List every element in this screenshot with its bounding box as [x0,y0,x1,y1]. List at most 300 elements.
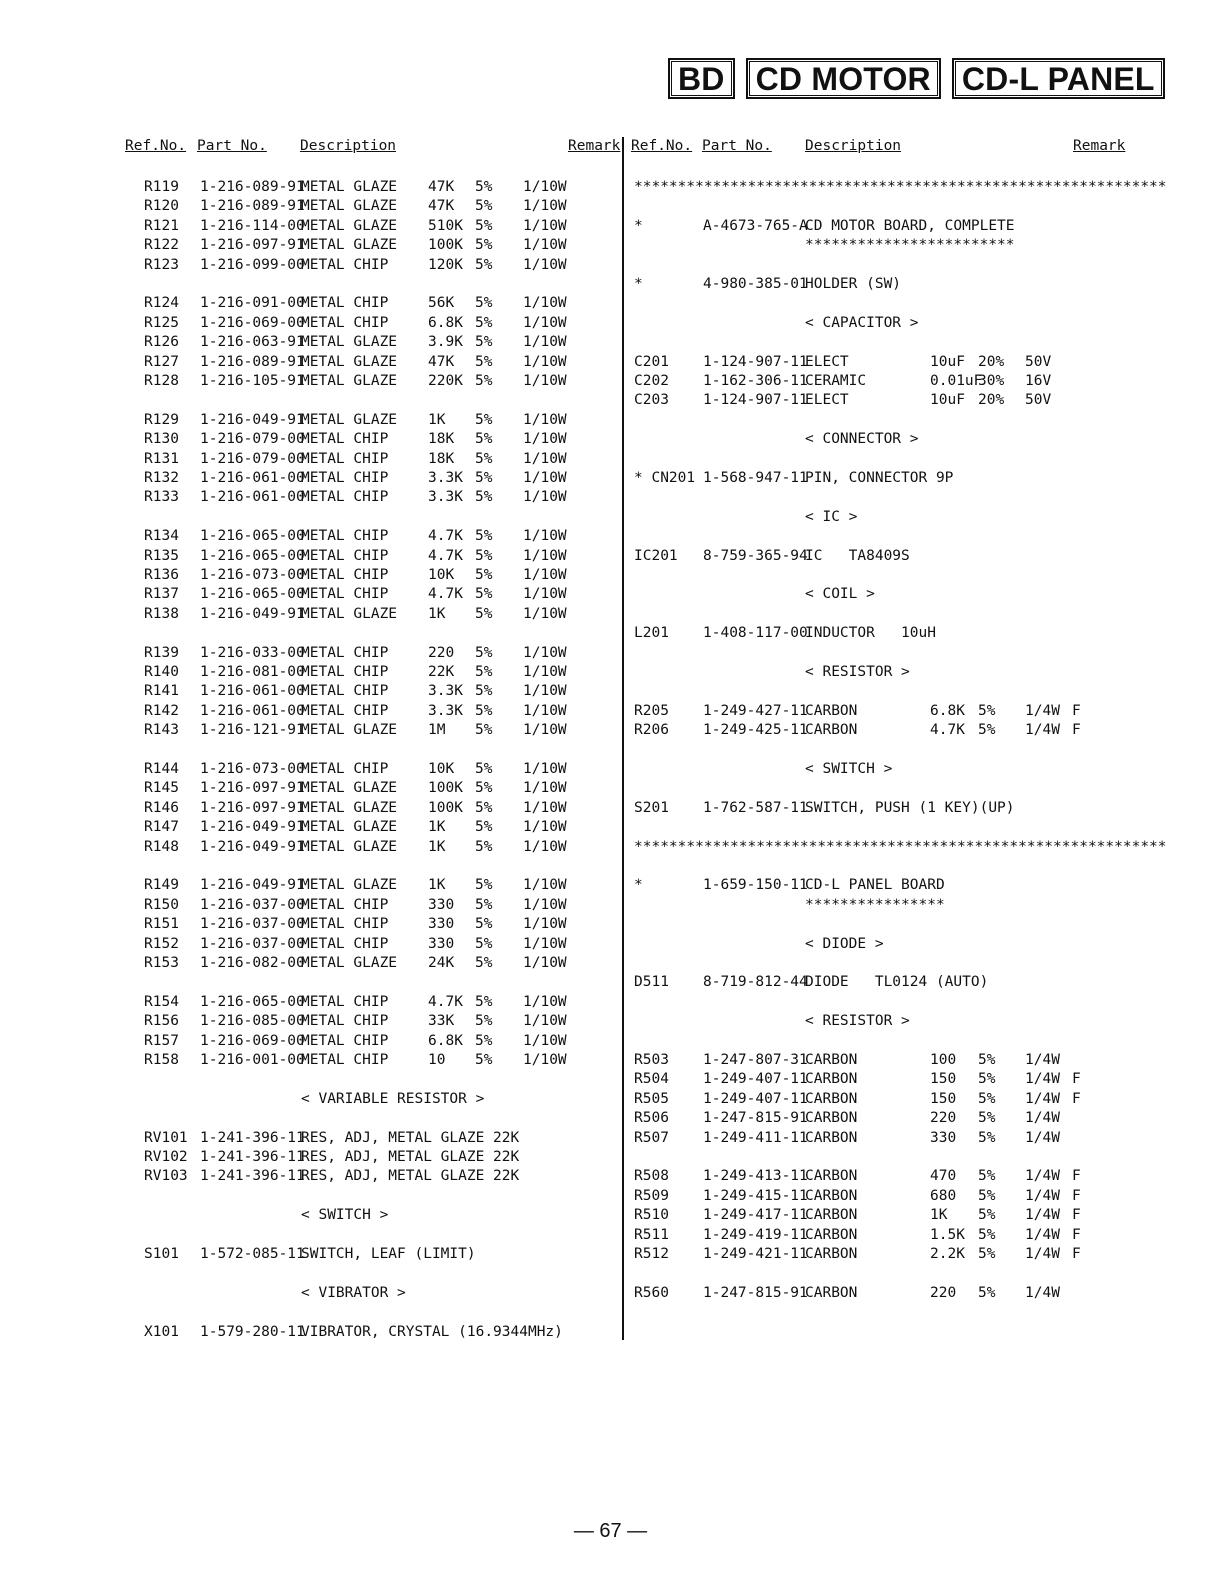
ref-no: RV101 [144,1129,188,1146]
description: METAL GLAZE [301,605,398,622]
ref-no: R143 [144,722,179,739]
part-no: 1-162-306-11 [703,373,808,389]
description: METAL CHIP [301,1013,389,1030]
ref-no: R154 [144,993,179,1010]
column-divider [622,137,624,1340]
ref-no: R157 [144,1032,179,1049]
value: 10 [428,1052,446,1068]
part-no: 1-216-069-00 [200,314,305,331]
description: METAL GLAZE [301,799,398,816]
separator-line: ************************************************************* [634,838,1167,855]
col-header-ref-right: Ref.No. [631,138,693,154]
rating: 1/10W [523,780,567,797]
tolerance: 5% [475,664,493,680]
part-no: 1-216-105-91 [200,373,305,389]
rating: 1/10W [523,644,567,661]
part-no: 1-216-061-00 [200,470,305,486]
tolerance: 5% [475,838,493,855]
ref-no: R122 [144,237,179,254]
tolerance: 5% [978,1187,996,1204]
ref-no: R133 [144,489,179,506]
tolerance: 5% [475,993,493,1010]
ref-no: S201 [634,799,669,816]
rating: 1/10W [523,1013,567,1030]
description: METAL CHIP [301,295,389,312]
description: ELECT [805,353,849,370]
part-no: 1-216-079-00 [200,450,305,467]
remark: F [1072,1207,1081,1224]
value: 100K [428,799,463,816]
rating: 1/10W [523,605,567,622]
ref-no: R506 [634,1110,669,1127]
tolerance: 20% [978,353,1005,370]
tolerance: 5% [475,780,493,797]
value: 220 [930,1284,957,1301]
rating: 1/10W [523,256,567,273]
ref-no: R134 [144,528,179,545]
tolerance: 5% [475,567,493,583]
tolerance: 5% [475,179,493,195]
value: 1K [428,605,446,622]
description: METAL CHIP [301,450,389,467]
tolerance: 5% [475,256,493,273]
ref-no: C203 [634,392,669,409]
description: CARBON [805,1284,858,1301]
value: 330 [428,896,455,913]
value: 47K [428,353,455,370]
description: < VIBRATOR > [301,1284,406,1301]
ref-no: R507 [634,1129,669,1146]
ref-no: R505 [634,1090,669,1107]
tolerance: 5% [475,217,493,234]
col-header-ref: Ref.No. [125,138,187,154]
part-no: 1-216-097-91 [200,780,305,797]
value: 6.8K [428,1032,463,1049]
tolerance: 5% [475,353,493,370]
value: 1K [930,1207,948,1224]
tolerance: 5% [475,547,493,564]
rating: 1/10W [523,567,567,583]
part-no: 1-249-413-11 [703,1168,808,1185]
part-no: 8-719-812-44 [703,974,808,991]
ref-no: R206 [634,722,669,739]
rating: 1/10W [523,799,567,816]
tag-bd: BD [668,58,735,99]
description: METAL CHIP [301,567,389,583]
part-no: 1-249-407-11 [703,1090,808,1107]
tolerance: 5% [475,819,493,836]
value: 680 [930,1187,957,1204]
rating: 1/10W [523,547,567,564]
part-no: 1-216-089-91 [200,179,305,195]
ref-no: R151 [144,916,179,933]
description: RES, ADJ, METAL GLAZE 22K [301,1149,520,1165]
description: CARBON [805,1110,858,1127]
part-no: 1-247-807-31 [703,1052,808,1068]
ref-no: * [634,217,643,234]
ref-no: R509 [634,1187,669,1204]
part-no: 1-216-049-91 [200,819,305,836]
ref-no: R130 [144,431,179,448]
rating: 1/10W [523,877,567,894]
value: 10uF [930,392,965,409]
rating: 1/10W [523,411,567,428]
part-no: 1-216-073-00 [200,567,305,583]
part-no: 1-247-815-91 [703,1284,808,1301]
value: 24K [428,955,455,971]
section-tags [668,58,1165,99]
value: 3.3K [428,702,463,719]
part-no: 1-659-150-11 [703,877,808,894]
ref-no: R120 [144,198,179,215]
ref-no: S101 [144,1246,179,1262]
tolerance: 5% [475,702,493,719]
ref-no: R158 [144,1052,179,1068]
ref-no: R149 [144,877,179,894]
description: < DIODE > [805,935,884,952]
part-no: 8-759-365-94 [703,547,808,564]
value: 56K [428,295,455,312]
part-no: 1-216-049-91 [200,411,305,428]
description: METAL GLAZE [301,198,398,215]
part-no: 1-216-033-00 [200,644,305,661]
description: CARBON [805,1129,858,1146]
ref-no: R129 [144,411,179,428]
description: METAL CHIP [301,431,389,448]
description: METAL CHIP [301,256,389,273]
tolerance: 5% [978,702,996,719]
value: 220 [930,1110,957,1127]
description: METAL CHIP [301,916,389,933]
description: METAL GLAZE [301,237,398,254]
part-no: 1-216-097-91 [200,799,305,816]
rating: 1/4W [1025,1052,1060,1068]
remark: F [1072,1168,1081,1185]
rating: 1/4W [1025,1284,1060,1301]
part-no: 1-216-065-00 [200,993,305,1010]
part-no: 1-216-089-91 [200,353,305,370]
rating: 1/4W [1025,1246,1060,1262]
part-no: 1-216-061-00 [200,489,305,506]
description: < RESISTOR > [805,664,910,680]
rating: 1/10W [523,683,567,700]
ref-no: R148 [144,838,179,855]
tolerance: 5% [978,1207,996,1224]
description: CARBON [805,1246,858,1262]
rating: 1/10W [523,838,567,855]
value: 47K [428,179,455,195]
description: METAL CHIP [301,547,389,564]
tolerance: 5% [475,955,493,971]
tolerance: 5% [475,586,493,603]
tolerance: 5% [978,1052,996,1068]
rating: 1/4W [1025,1110,1060,1127]
description: CERAMIC [805,373,867,389]
rating: 1/4W [1025,1090,1060,1107]
part-no: 1-216-079-00 [200,431,305,448]
part-no: 1-249-415-11 [703,1187,808,1204]
tolerance: 5% [475,295,493,312]
description: CARBON [805,1207,858,1224]
value: 510K [428,217,463,234]
tolerance: 5% [475,528,493,545]
description: CARBON [805,1187,858,1204]
ref-no: * CN201 [634,470,696,486]
part-no: 1-216-037-00 [200,896,305,913]
value: 330 [930,1129,957,1146]
rating: 1/4W [1025,1071,1060,1088]
tolerance: 5% [475,314,493,331]
part-no: 1-216-121-91 [200,722,305,739]
value: 3.3K [428,470,463,486]
description: METAL CHIP [301,935,389,952]
value: 4.7K [428,993,463,1010]
ref-no: R135 [144,547,179,564]
tolerance: 5% [475,877,493,894]
tolerance: 5% [978,1129,996,1146]
description: < CONNECTOR > [805,431,919,448]
description: METAL CHIP [301,314,389,331]
part-no: 1-762-587-11 [703,799,808,816]
rating: 1/10W [523,722,567,739]
description: METAL GLAZE [301,217,398,234]
ref-no: * [634,276,643,292]
tolerance: 5% [978,1090,996,1107]
tolerance: 5% [475,683,493,700]
tolerance: 20% [978,392,1005,409]
ref-no: L201 [634,625,669,642]
ref-no: R123 [144,256,179,273]
rating: 1/4W [1025,1187,1060,1204]
part-no: 1-216-037-00 [200,916,305,933]
tolerance: 5% [475,1052,493,1068]
ref-no: R511 [634,1226,669,1243]
rating: 1/4W [1025,1207,1060,1224]
tolerance: 5% [978,1110,996,1127]
part-no: 1-249-419-11 [703,1226,808,1243]
ref-no: C202 [634,373,669,389]
rating: 1/10W [523,896,567,913]
part-no: 1-249-411-11 [703,1129,808,1146]
remark: F [1072,1071,1081,1088]
tolerance: 5% [475,489,493,506]
ref-no: * [634,877,643,894]
tolerance: 5% [475,605,493,622]
part-no: 1-579-280-11 [200,1323,305,1340]
ref-no: R508 [634,1168,669,1185]
description: METAL CHIP [301,644,389,661]
part-no: 1-216-097-91 [200,237,305,254]
tolerance: 5% [475,373,493,389]
ref-no: R138 [144,605,179,622]
part-no: A-4673-765-A [703,217,808,234]
ref-no: D511 [634,974,669,991]
rating: 1/4W [1025,702,1060,719]
ref-no: R126 [144,334,179,351]
description: METAL GLAZE [301,353,398,370]
description: CARBON [805,702,858,719]
description: METAL GLAZE [301,411,398,428]
value: 10K [428,567,455,583]
value: 100K [428,780,463,797]
description: HOLDER (SW) [805,276,902,292]
description: < RESISTOR > [805,1013,910,1030]
value: 150 [930,1071,957,1088]
value: 150 [930,1090,957,1107]
value: 47K [428,198,455,215]
rating: 50V [1025,392,1052,409]
description: METAL GLAZE [301,819,398,836]
part-no: 1-216-069-00 [200,1032,305,1049]
part-no: 1-572-085-11 [200,1246,305,1262]
rating: 1/4W [1025,1129,1060,1146]
rating: 1/10W [523,819,567,836]
part-no: 4-980-385-01 [703,276,808,292]
description: SWITCH, LEAF (LIMIT) [301,1246,476,1262]
rating: 1/10W [523,470,567,486]
ref-no: R145 [144,780,179,797]
value: 1K [428,838,446,855]
description: METAL CHIP [301,1032,389,1049]
description: CARBON [805,1168,858,1185]
remark: F [1072,722,1081,739]
description: METAL GLAZE [301,955,398,971]
value: 6.8K [930,702,965,719]
ref-no: R121 [144,217,179,234]
tolerance: 5% [475,1032,493,1049]
tolerance: 5% [978,1071,996,1088]
tolerance: 5% [475,237,493,254]
part-no: 1-249-407-11 [703,1071,808,1088]
rating: 1/4W [1025,1168,1060,1185]
ref-no: R142 [144,702,179,719]
part-no: 1-241-396-11 [200,1149,305,1165]
description: CARBON [805,722,858,739]
description: METAL GLAZE [301,877,398,894]
value: 4.7K [428,528,463,545]
col-header-remark: Remark [568,138,621,154]
tolerance: 5% [475,799,493,816]
value: 1K [428,877,446,894]
value: 0.01uF [930,373,983,389]
rating: 1/10W [523,528,567,545]
part-no: 1-249-425-11 [703,722,808,739]
description: CARBON [805,1090,858,1107]
rating: 1/10W [523,334,567,351]
description: METAL CHIP [301,586,389,603]
remark: F [1072,1187,1081,1204]
ref-no: R510 [634,1207,669,1224]
ref-no: R560 [634,1284,669,1301]
value: 100 [930,1052,957,1068]
value: 2.2K [930,1246,965,1262]
ref-no: R503 [634,1052,669,1068]
tolerance: 5% [978,1168,996,1185]
part-no: 1-124-907-11 [703,392,808,409]
part-no: 1-216-065-00 [200,586,305,603]
part-no: 1-216-061-00 [200,683,305,700]
description: RES, ADJ, METAL GLAZE 22K [301,1129,520,1146]
ref-no: R512 [634,1246,669,1262]
part-no: 1-247-815-91 [703,1110,808,1127]
tolerance: 5% [475,935,493,952]
part-no: 1-216-049-91 [200,838,305,855]
rating: 1/10W [523,586,567,603]
description: **************** [805,896,945,913]
rating: 1/10W [523,373,567,389]
page-number: — 67 — [573,1520,648,1542]
rating: 1/10W [523,314,567,331]
description: < SWITCH > [805,761,893,777]
description: CD-L PANEL BOARD [805,877,945,894]
part-no: 1-241-396-11 [200,1168,305,1185]
part-no: 1-216-049-91 [200,605,305,622]
ref-no: R153 [144,955,179,971]
ref-no: R128 [144,373,179,389]
tolerance: 5% [475,761,493,777]
ref-no: R125 [144,314,179,331]
value: 6.8K [428,314,463,331]
value: 1K [428,819,446,836]
rating: 1/10W [523,217,567,234]
rating: 1/10W [523,1052,567,1068]
remark: F [1072,1090,1081,1107]
part-no: 1-216-082-00 [200,955,305,971]
description: PIN, CONNECTOR 9P [805,470,954,486]
ref-no: R119 [144,179,179,195]
description: METAL GLAZE [301,373,398,389]
value: 470 [930,1168,957,1185]
description: METAL GLAZE [301,780,398,797]
description: CARBON [805,1071,858,1088]
description: < CAPACITOR > [805,314,919,331]
col-header-remark-right: Remark [1073,138,1126,154]
col-header-part: Part No. [197,138,267,154]
tag-cd-l-panel: CD-L PANEL [952,58,1165,99]
part-no: 1-216-114-00 [200,217,305,234]
value: 1.5K [930,1226,965,1243]
ref-no: R152 [144,935,179,952]
value: 1M [428,722,446,739]
ref-no: R140 [144,664,179,680]
rating: 1/10W [523,664,567,680]
part-no: 1-216-065-00 [200,528,305,545]
part-no: 1-216-089-91 [200,198,305,215]
tolerance: 5% [475,1013,493,1030]
part-no: 1-216-073-00 [200,761,305,777]
description: METAL CHIP [301,664,389,680]
part-no: 1-568-947-11 [703,470,808,486]
description: < VARIABLE RESISTOR > [301,1090,485,1107]
col-header-part-right: Part No. [702,138,772,154]
part-no: 1-408-117-00 [703,625,808,642]
ref-no: R147 [144,819,179,836]
description: < SWITCH > [301,1207,389,1224]
value: 10uF [930,353,965,370]
rating: 1/10W [523,1032,567,1049]
description: SWITCH, PUSH (1 KEY)(UP) [805,799,1015,816]
value: 120K [428,256,463,273]
description: METAL CHIP [301,489,389,506]
rating: 1/10W [523,450,567,467]
rating: 1/10W [523,702,567,719]
description: METAL GLAZE [301,179,398,195]
rating: 1/10W [523,353,567,370]
description: METAL CHIP [301,702,389,719]
ref-no: R132 [144,470,179,486]
rating: 1/10W [523,916,567,933]
description: RES, ADJ, METAL GLAZE 22K [301,1168,520,1185]
